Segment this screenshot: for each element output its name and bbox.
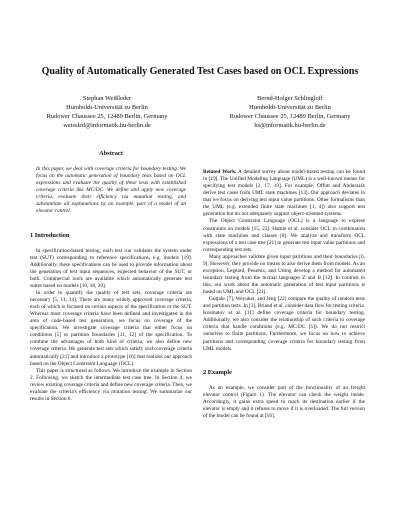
intro-paragraph-3: This paper is structured as follows. We introduce the example in Section 2. Following, we sketch the intermediate test case tree. In Section 4, we review existing coverage criteria and define new coverage criteria. Then, we evaluate the criteria's efficiency via mutation testing. We summarize our results in Section 6.: [30, 367, 192, 402]
intro-paragraph-1: In specification-based testing, each test run validates the system under test (SUT) corresponding to reference specifications, e.g. models [19]. Additionally, these specifications can be used to provide information about the generation of test input sequences, expected behavior of the SUT, or both. Commercial tools are available which automatically generate test suites based on models [10, 18, 20].: [30, 247, 192, 289]
paper-title: Quality of Automatically Generated Test Cases based on OCL Expressions: [41, 66, 359, 77]
author-name: Bernd-Holger Schlingloff: [257, 95, 323, 102]
abstract-heading: Abstract: [99, 150, 123, 157]
example-paragraph-1: As an example, we consider part of the functionality of an freight elevator control (Figure 1). The elevator can check the weight inside. Accordingly, it gains extra speed to reach its destination earlier if the elevator is empty and it refuses to move if it is overloaded. The full version of the model can be found at [16].: [203, 384, 365, 419]
author-email: weissled@informatik.hu-berlin.de: [63, 122, 151, 129]
intro-paragraph-2: In order to quantify the quality of test sets, coverage criteria are necessary [5, 11, 14]. There are many widely approved coverage criteria, each of which is focused on certain aspects of the specification or the SUT. Whereas most coverage criteria have been defined and investigated in the area of code-based test generation, we focus on coverage of the specification. We investigate coverage criteria that either focus on conditions [5] or partition boundaries [11, 12] of the specification. To combine the advantages of both kind of criteria, we also define new coverage criteria. We generate test sets which satisfy such coverage criteria automatically [21] and introduce a prototype [16] that realizes our approach based on the Object Constraint Language (OCL).: [30, 289, 192, 367]
author-block-1: [22, 94, 192, 130]
abstract-text: In this paper, we deal with coverage criteria for boundary testing. We focus on the automatic generation of boundary tests based on OCL expressions and evaluate the quality of these tests with established coverage criteria like MC/DC. We define and apply new coverage criteria, evaluate their efficiency via mutation testing, and substantiate all explanations by an example, part of a model of an elevator control.: [36, 166, 186, 215]
related-paragraph-2: The Object Constraint Language (OCL) is a language to express constraints on models [15, 23]. Hamie et al. consider OCL in combination with state machines and classes [8]. We analyze and transform OCL expressions of a test case tree [21] to generate test input value partitions and corresponding test sets.: [203, 218, 365, 253]
author-affiliation: Humboldt-Universität zu Berlin: [249, 104, 331, 111]
author-block-2: [205, 94, 375, 130]
author-affiliation: Humboldt-Universität zu Berlin: [66, 104, 148, 111]
right-column: [203, 169, 365, 420]
left-column: [30, 150, 192, 403]
author-address: Rudower Chaussee 25, 12489 Berlin, Germany: [46, 113, 168, 120]
section-heading-introduction: 1 Introduction: [30, 231, 70, 239]
related-paragraph-1: [203, 169, 365, 218]
author-email: hs@informatik.hu-berlin.de: [254, 122, 326, 129]
author-name: Stephan Weißleder: [82, 95, 132, 102]
author-address: Rudower Chaussee 25, 12489 Berlin, Germany: [229, 113, 351, 120]
related-work-runin: Related Work.: [203, 169, 237, 175]
section-heading-example: 2 Example: [203, 368, 232, 376]
related-paragraph-4: Gutjahr [7], Weyuker, and Jeng [22] compare the quality of random tests and partition tests. In [3], Briand et al. consider data flow for testing criteria. Kosmatov et al. [11] define coverage criteria for boundary testing. Additionally, we also consider the relationship of such criteria to coverage criteria that handle conditions (e.g. MC/DC [5]). We do not restrict ourselves to finite partitions. Furthermore, we focus on how to achieve partitions and corresponding coverage criteria for boundary testing from UML models.: [203, 296, 365, 352]
related-text-1: A detailed survey about model-based testing can be found in [19]. The Unified Modeling Language (UML) is a well-known means for specifying test models [2, 17, 19]. For example, Offutt and Abdurazik derive test cases from UML state machines [13]. Our approach deviates in that we focus on deriving test input value partitions. Other formalisms than the UML (e.g. extended finite state machines [1, 4]) also support test generation but do not adequately support object-oriented systems.: [203, 169, 365, 218]
related-paragraph-3: Many approaches validate given input partitions and their boundaries [6, 9]. However, they provide no means to also derive them from models. As an exception, Legeard, Peureux, and Utting develop a method for automated boundary testing from the textual languages Z and B [12]. In contrast to this, our work about the automatic generation of test input partitions is based on UML and OCL [21].: [203, 253, 365, 296]
